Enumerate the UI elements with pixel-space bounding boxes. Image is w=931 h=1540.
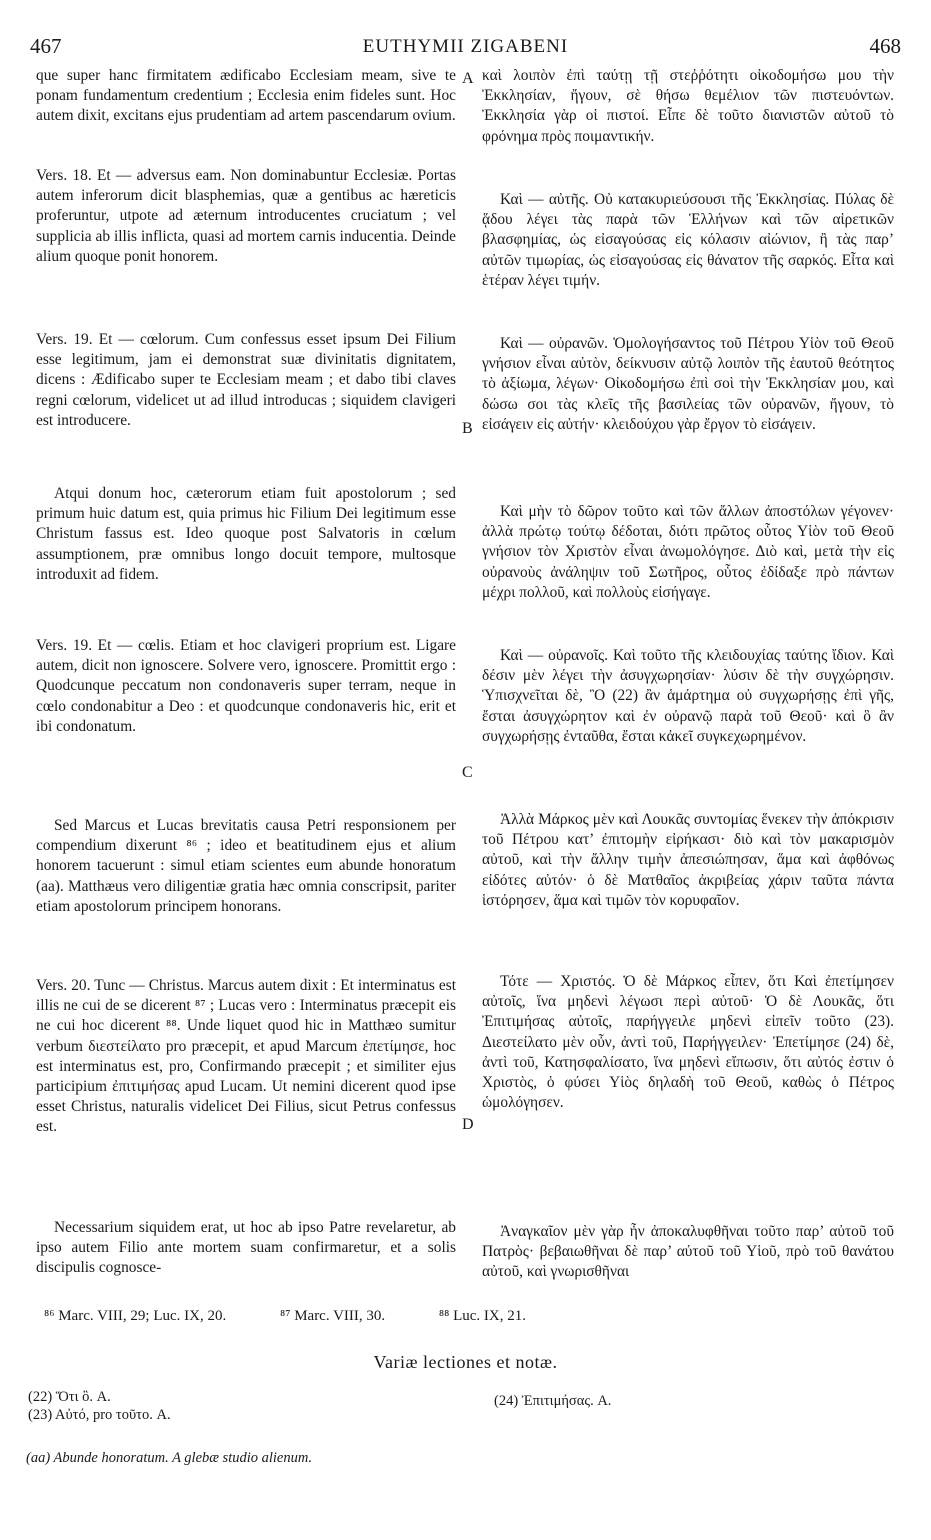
margin-letter: B	[462, 420, 473, 437]
footnote: ⁸⁶ Marc. VIII, 29; Luc. IX, 20.	[44, 1308, 227, 1324]
page-number-right: 468	[869, 34, 901, 58]
variant-entry: (22) Ὅτι ὃ. A.	[28, 1389, 111, 1405]
variants-right	[494, 1392, 611, 1410]
page-header	[30, 34, 901, 62]
greek-paragraph: Καὶ — οὐρανῶν. Ὁμολογήσαντος τοῦ Πέτρου Υἱὸν τοῦ Θεοῦ γνήσιον εἶναι αὐτὸν, δείκνυσιν αὐτῷ λοιπὸν τῆς ἑαυτοῦ θεότητος τὸ ἀξίωμα, λέγων· Οἰκοδομήσω ἐπὶ σοὶ τὴν Ἐκκλησίαν μου, καὶ δώσω σοι τὰς κλεῖς τῆς βασιλείας τῶν οὐρανῶν, ἤγουν, τὸ εἰσάγειν εἰς αὐτήν· κλειδούχου γὰρ ἔργον τὸ εἰσάγειν.	[482, 335, 894, 433]
margin-letter: D	[462, 1116, 474, 1133]
editor-note	[26, 1450, 312, 1467]
footnotes	[44, 1308, 904, 1325]
greek-paragraph: Ἀλλὰ Μάρκος μὲν καὶ Λουκᾶς συντομίας ἕνεκεν τὴν ἀπόκρισιν τοῦ Πέτρου κατ’ ἐπιτομὴν εἰρήκασι· διὸ καὶ τὸν μακαρισμὸν αὐτοῦ, καὶ τὴν ἄλλην τιμὴν ἀπεσιώπησαν, ἅμα καὶ ἀφθόνως εἰδότες αὐτόν· ὁ δὲ Ματθαῖος ἀκριβείας χάριν ταῦτα πάντα ἱστόρησεν, ἅμα καὶ τιμῶν τὸν κορυφαῖον.	[482, 811, 894, 909]
greek-paragraph: Τότε — Χριστός. Ὁ δὲ Μάρκος εἶπεν, ὅτι Καὶ ἐπετίμησεν αὐτοῖς, ἵνα μηδενὶ λέγωσι περὶ αὐτοῦ· Ὁ δὲ Λουκᾶς, ὅτι Ἐπιτιμήσας αὐτοῖς, παρήγγειλε μηδενὶ εἰπεῖν τοῦτο (23). Διεστείλατο μὲν οὖν, ἀντὶ τοῦ, Παρήγγειλεν· Ἐπετίμησε (24) δὲ, ἀντὶ τοῦ, Κατησφαλίσατο, ἵνα μηδενὶ εἴπωσιν, ὅτι αὐτός ἐστιν ὁ Χριστὸς, ὁ φύσει Υἱὸς δηλαδὴ τοῦ Θεοῦ, καθὼς ὁ Πέτρος ὡμολόγησεν.	[482, 973, 894, 1112]
latin-paragraph: Vers. 18. Et — adversus eam. Non dominabuntur Ecclesiæ. Portas autem inferorum dicit blasphemias, quæ a gentibus ac hæreticis proferuntur, utpote ad æternum introducentes cruciatum ; vel supplicia ab illis inflicta, quasi ad mortem carnis inducentia. Deinde alium quoque ponit honorem.	[36, 167, 456, 265]
greek-paragraph: Καὶ — αὐτῆς. Οὐ κατακυριεύσουσι τῆς Ἐκκλησίας. Πύλας δὲ ᾅδου λέγει τὰς παρὰ τῶν Ἑλλήνων καὶ τῶν αἱρετικῶν βλασφημίας, ὡς εἰσαγούσας εἰς κόλασιν αἰώνιον, ἢ τὰς παρ’ αὐτῶν τιμωρίας, ὡς εἰσαγούσας εἰς θάνατον τῆς σαρκός. Εἶτα καὶ ἑτέραν λέγει τιμήν.	[482, 191, 894, 289]
footnote: ⁸⁸ Luc. IX, 21.	[438, 1308, 526, 1324]
latin-paragraph: que super hanc firmitatem ædificabo Ecclesiam meam, sive te ponam fundamentum credentium ; Ecclesia enim fideles sunt. Hoc autem dixit, excitans ejus prudentiam ad artem pascendarum ovium.	[36, 67, 456, 125]
latin-paragraph: Vers. 19. Et — cœlorum. Cum confessus esset ipsum Dei Filium esse legitimum, jam ei demonstrat suæ divinitatis dignitatem, dicens : Ædificabo super te Ecclesiam meam ; et dabo tibi claves regni cœlorum, videlicet ut ad illud introducas ; siquidem clavigeri est introducere.	[36, 331, 456, 429]
latin-paragraph: Atqui donum hoc, cæterorum etiam fuit apostolorum ; sed primum huic datum est, quia primus hic Filium Dei legitimum esse Christum fassus est. Ideo quoque post Salvatoris in cœlum assumptionem, præ omnibus longo docuit tempore, multosque introduxit ad fidem.	[36, 485, 456, 583]
margin-letter: A	[462, 70, 474, 87]
greek-paragraph: Καὶ — οὐρανοῖς. Καὶ τοῦτο τῆς κλειδουχίας ταύτης ἴδιον. Καὶ δέσιν μὲν λέγει τὴν ἀσυγχωρησίαν· λύσιν δὲ τὴν συγχώρησιν. Ὑπισχνεῖται δὲ, Ὃ (22) ἂν ἁμάρτημα οὐ συγχωρήσῃς ἐπὶ γῆς, ἔσται ἀσυγχώρητον καὶ ἐν οὐρανῷ παρὰ τοῦ Θεοῦ· καὶ ὃ ἂν συγχωρήσῃς ἐνταῦθα, ἔσται κἀκεῖ συγκεχωρημένον.	[482, 647, 894, 745]
variant-entry: (24) Ἐπιτιμήσας. A.	[494, 1393, 612, 1409]
variants-left	[28, 1388, 171, 1424]
running-title: EUTHYMII ZIGABENI	[362, 36, 569, 57]
page-number-left: 467	[30, 34, 62, 58]
note-text: (aa) Abunde honoratum. A glebæ studio alienum.	[26, 1450, 312, 1466]
variae-title: Variæ lectiones et notæ.	[373, 1352, 558, 1372]
footnote: ⁸⁷ Marc. VIII, 30.	[279, 1308, 386, 1324]
latin-paragraph: Vers. 20. Tunc — Christus. Marcus autem dixit : Et interminatus est illis ne cui de se dicerent ⁸⁷ ; Lucas vero : Interminatus præcepit eis ne cui hoc dicerent ⁸⁸. Unde liquet quod hic in Matthæo sumitur verbum διεστείλατο pro præcepit, et apud Marcum ἐπετίμησε, hoc est interminatus est, pro, Confirmando præcepit ; et similiter ejus participium ἐπιτιμήσας apud Lucam. Ut nemini dicerent quod ipse esset Christus, naturalis videlicet Dei Filius, sicut Petrus confessus est.	[36, 977, 456, 1136]
variant-entry: (23) Αὐτό, pro τοῦτο. A.	[28, 1407, 171, 1423]
greek-paragraph: καὶ λοιπὸν ἐπὶ ταύτῃ τῇ στεῤῥότητι οἰκοδομήσω μου τὴν Ἐκκλησίαν, ἤγουν, σὲ θήσω θεμέλιον τῶν πιστευόντων. Ἐκκλησία γὰρ οἱ πιστοί. Εἶπε δὲ τοῦτο διανιστῶν αὐτοῦ τὸ φρόνημα πρὸς ποιμαντικήν.	[482, 67, 894, 145]
margin-letter: C	[462, 764, 473, 781]
greek-paragraph: Ἀναγκαῖον μὲν γὰρ ἦν ἀποκαλυφθῆναι τοῦτο παρ’ αὐτοῦ τοῦ Πατρὸς· βεβαιωθῆναι δὲ παρ’ αὐτοῦ τοῦ Υἱοῦ, πρὸ τοῦ θανάτου αὐτοῦ, καὶ γνωρισθῆναι	[482, 1223, 894, 1281]
latin-paragraph: Vers. 19. Et — cœlis. Etiam et hoc clavigeri proprium est. Ligare autem, dicit non ignoscere. Solvere vero, ignoscere. Promittit ergo : Quodcunque peccatum non condonaveris super terram, neque in cœlo condonabitur a Deo : et quodcunque condonaveris hic, erit et ibi condonatum.	[36, 637, 456, 735]
latin-paragraph: Necessarium siquidem erat, ut hoc ab ipso Patre revelaretur, ab ipso autem Filio ante mortem suam confirmaretur, et a solis discipulis cognosce-	[36, 1219, 456, 1277]
greek-paragraph: Καὶ μὴν τὸ δῶρον τοῦτο καὶ τῶν ἄλλων ἀποστόλων γέγονεν· ἀλλὰ πρώτῳ τούτῳ δέδοται, διότι πρῶτος οὗτος Υἱὸν τοῦ Θεοῦ γνήσιον τὸν Χριστὸν εἶναι ἀνωμολόγησε. Διὸ καὶ, μετὰ τὴν εἰς οὐρανοὺς ἀνάληψιν τοῦ Σωτῆρος, οὗτος ἐδίδαξε πρὸ πάντων μέχρι πολλοῦ, καὶ πολλοὺς εἰσήγαγε.	[482, 503, 894, 601]
latin-paragraph: Sed Marcus et Lucas brevitatis causa Petri responsionem per compendium dixerunt ⁸⁶ ; ideo et beatitudinem ejus et alium honorem tacuerunt : simul etiam scientes eum abunde honoratum (aa). Matthæus vero diligentiæ gratia hæc omnia conscripsit, pariter etiam apostolorum principem honorans.	[36, 817, 456, 915]
